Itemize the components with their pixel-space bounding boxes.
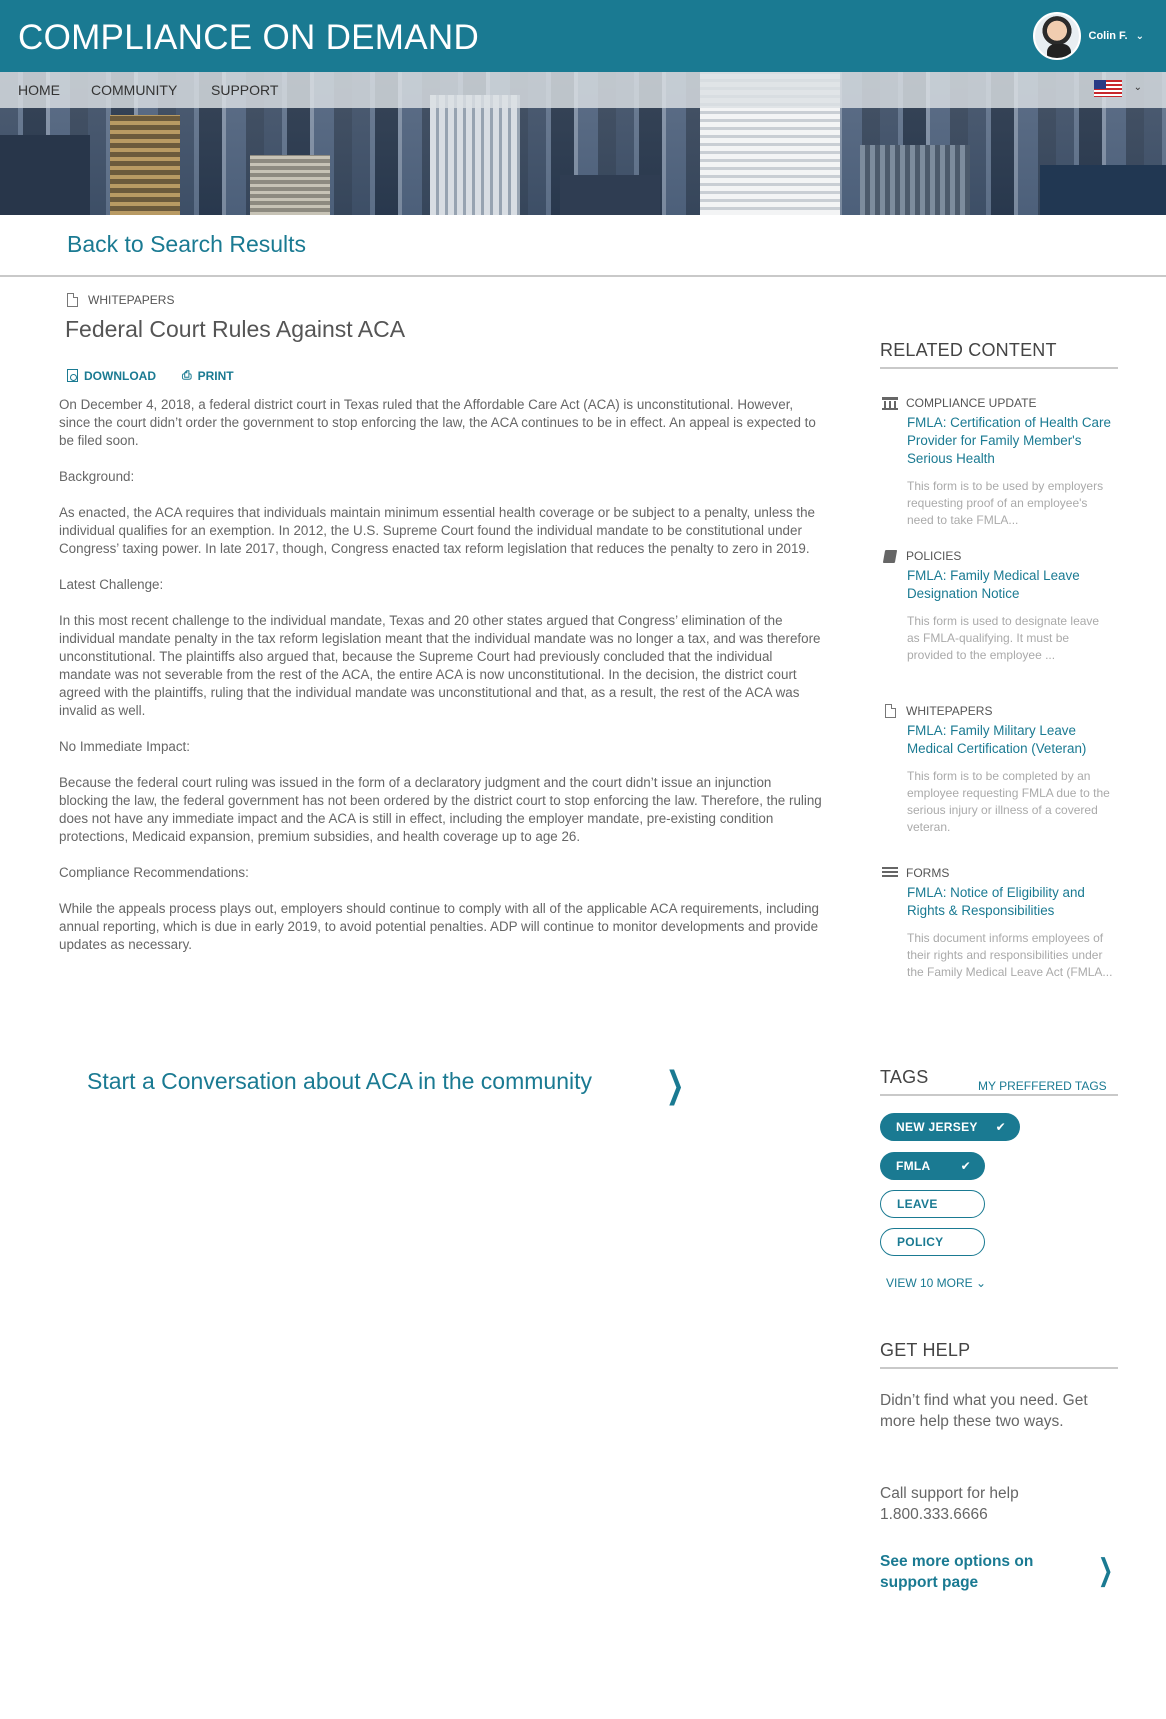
us-flag-icon[interactable] (1094, 80, 1122, 97)
paragraph: In this most recent challenge to the individual mandate, Texas and 20 other states argued that Congress’ elimination of the individual mandate penalty in the tax reform legislation meant that the individual mandate was no longer a tax, and was therefore unconstitutional. The plaintiffs also argued that, because the Supreme Court had previously concluded that the individual mandate was not severable from the rest of the ACA, the entire ACA is now unconstitutional. In the decision, the district court agreed with the plaintiffs, ruling that the individual mandate was unconstitutional and that, as a result, the rest of the ACA was invalid as well. (59, 613, 821, 718)
tag-label[interactable]: NEW JERSEY (896, 1120, 978, 1134)
tag-fmla[interactable] (880, 1152, 985, 1180)
related-item (880, 395, 1115, 529)
support-page-link[interactable]: See more options on support page (880, 1553, 1034, 1591)
check-icon: ✔ (995, 1120, 1006, 1134)
section-heading: No Immediate Impact: (59, 739, 190, 754)
main-nav (0, 72, 1166, 108)
get-help-heading: GET HELP (880, 1340, 1118, 1369)
paragraph: Because the federal court ruling was issued in the form of a declaratory judgment and the court didn’t issue an injunction blocking the law, the federal government has not been ordered by the district court to stop enforcing the law. Therefore, the ruling does not have any immediate impact and the ACA is still in effect, including the employer mandate, pre-existing condition protections, Medicaid expansion, premium subsidies, and health coverage up to age 26. (59, 775, 822, 844)
divider (0, 275, 1166, 277)
related-description: This form is to be used by employers requesting proof of an employee's need to take FMLA... (907, 479, 1104, 527)
related-link[interactable]: FMLA: Family Medical Leave Designation Notice (907, 568, 1080, 601)
category-label: WHITEPAPERS (88, 293, 175, 307)
tag-leave[interactable] (880, 1190, 985, 1218)
view-more-label[interactable]: VIEW 10 MORE (886, 1276, 973, 1290)
paragraph: While the appeals process plays out, employers should continue to comply with all of the applicable ACA requirements, including annual reporting, which is due in early 2019, to avoid potential penalties. ADP will continue to monitor developments and provide updates as necessary. (59, 901, 819, 952)
article-actions (67, 368, 260, 383)
chevron-right-icon[interactable]: ❯ (1098, 1554, 1114, 1587)
avatar[interactable] (1033, 12, 1081, 60)
view-more-tags-button[interactable] (886, 1276, 986, 1290)
back-to-search-link[interactable]: Back to Search Results (67, 231, 307, 257)
related-description: This form is to be completed by an employee requesting FMLA due to the serious injury or illness of a covered veteran. (907, 769, 1110, 834)
article-title: Federal Court Rules Against ACA (65, 316, 406, 342)
user-menu[interactable] (1033, 12, 1145, 60)
app-title: COMPLIANCE ON DEMAND (18, 18, 480, 57)
related-category: FORMS (906, 866, 950, 880)
related-content-heading: RELATED CONTENT (880, 340, 1118, 369)
printer-icon: ⎙ (182, 368, 192, 382)
related-description: This document informs employees of their rights and responsibilities under the Family Medical Leave Act (FMLA... (907, 931, 1113, 979)
article-category (67, 293, 174, 307)
tag-label[interactable]: POLICY (897, 1235, 944, 1249)
section-heading: Compliance Recommendations: (59, 865, 249, 880)
check-icon: ✔ (960, 1159, 971, 1173)
chevron-down-icon[interactable]: ⌄ (1135, 30, 1144, 42)
print-button[interactable] (182, 368, 234, 383)
related-link[interactable]: FMLA: Family Military Leave Medical Certification (Veteran) (907, 723, 1087, 756)
pdf-icon (67, 369, 78, 382)
tags-heading: TAGS (880, 1067, 1118, 1096)
document-icon (67, 293, 78, 307)
chevron-down-icon[interactable]: ⌄ (1133, 82, 1142, 93)
chevron-right-icon[interactable]: ❯ (666, 1064, 685, 1105)
building-icon (882, 397, 898, 410)
article-body (59, 396, 824, 972)
nav-community[interactable]: COMMUNITY (91, 82, 178, 98)
chevron-down-icon[interactable]: ⌄ (976, 1276, 987, 1290)
user-name[interactable]: Colin F. (1088, 30, 1128, 42)
paragraph: As enacted, the ACA requires that individuals maintain minimum essential health coverage or be subject to a penalty, unless the individual qualifies for an exemption. In 2012, the U.S. Supreme Court found the individual mandate to be constitutional under Congress’ taxing power. In late 2017, though, Congress enacted tax reform legislation that reduces the penalty to zero in 2019. (59, 505, 816, 556)
top-bar (0, 0, 1166, 72)
related-link[interactable]: FMLA: Certification of Health Care Provider for Family Member's Serious Health (907, 415, 1111, 466)
related-description: This form is used to designate leave as FMLA-qualifying. It must be provided to the employee ... (907, 614, 1100, 662)
section-heading: Latest Challenge: (59, 577, 164, 592)
tag-label[interactable]: LEAVE (897, 1197, 938, 1211)
preferred-tags-link[interactable]: MY PREFFERED TAGS (978, 1079, 1107, 1093)
tag-policy[interactable] (880, 1228, 985, 1256)
book-icon (883, 550, 897, 563)
related-category: COMPLIANCE UPDATE (906, 396, 1037, 410)
section-heading: Background: (59, 469, 135, 484)
help-intro: Didn’t find what you need. Get more help these two ways. (880, 1392, 1088, 1430)
related-item (880, 548, 1115, 664)
help-call-label: Call support for help (880, 1485, 1019, 1502)
download-button[interactable] (67, 368, 156, 383)
paragraph: On December 4, 2018, a federal district court in Texas ruled that the Affordable Care Act (ACA) is unconstitutional. However, since the court didn’t order the government to stop enforcing the law, the ACA continues to be in effect. An appeal is expected to be filed soon. (59, 397, 816, 448)
download-label[interactable]: DOWNLOAD (84, 368, 156, 383)
list-icon (882, 867, 898, 879)
community-cta-link[interactable]: Start a Conversation about ACA in the community (87, 1068, 592, 1094)
nav-support[interactable]: SUPPORT (211, 82, 279, 98)
tag-label[interactable]: FMLA (896, 1159, 931, 1173)
related-link[interactable]: FMLA: Notice of Eligibility and Rights & Responsibilities (907, 885, 1085, 918)
tag-new-jersey[interactable] (880, 1113, 1020, 1141)
help-phone[interactable]: 1.800.333.6666 (880, 1506, 988, 1523)
related-category: POLICIES (906, 549, 962, 563)
nav-home[interactable]: HOME (18, 82, 60, 98)
document-icon (885, 704, 896, 718)
related-item (880, 865, 1115, 981)
print-label[interactable]: PRINT (197, 368, 234, 383)
related-item (880, 703, 1115, 836)
related-category: WHITEPAPERS (906, 704, 993, 718)
